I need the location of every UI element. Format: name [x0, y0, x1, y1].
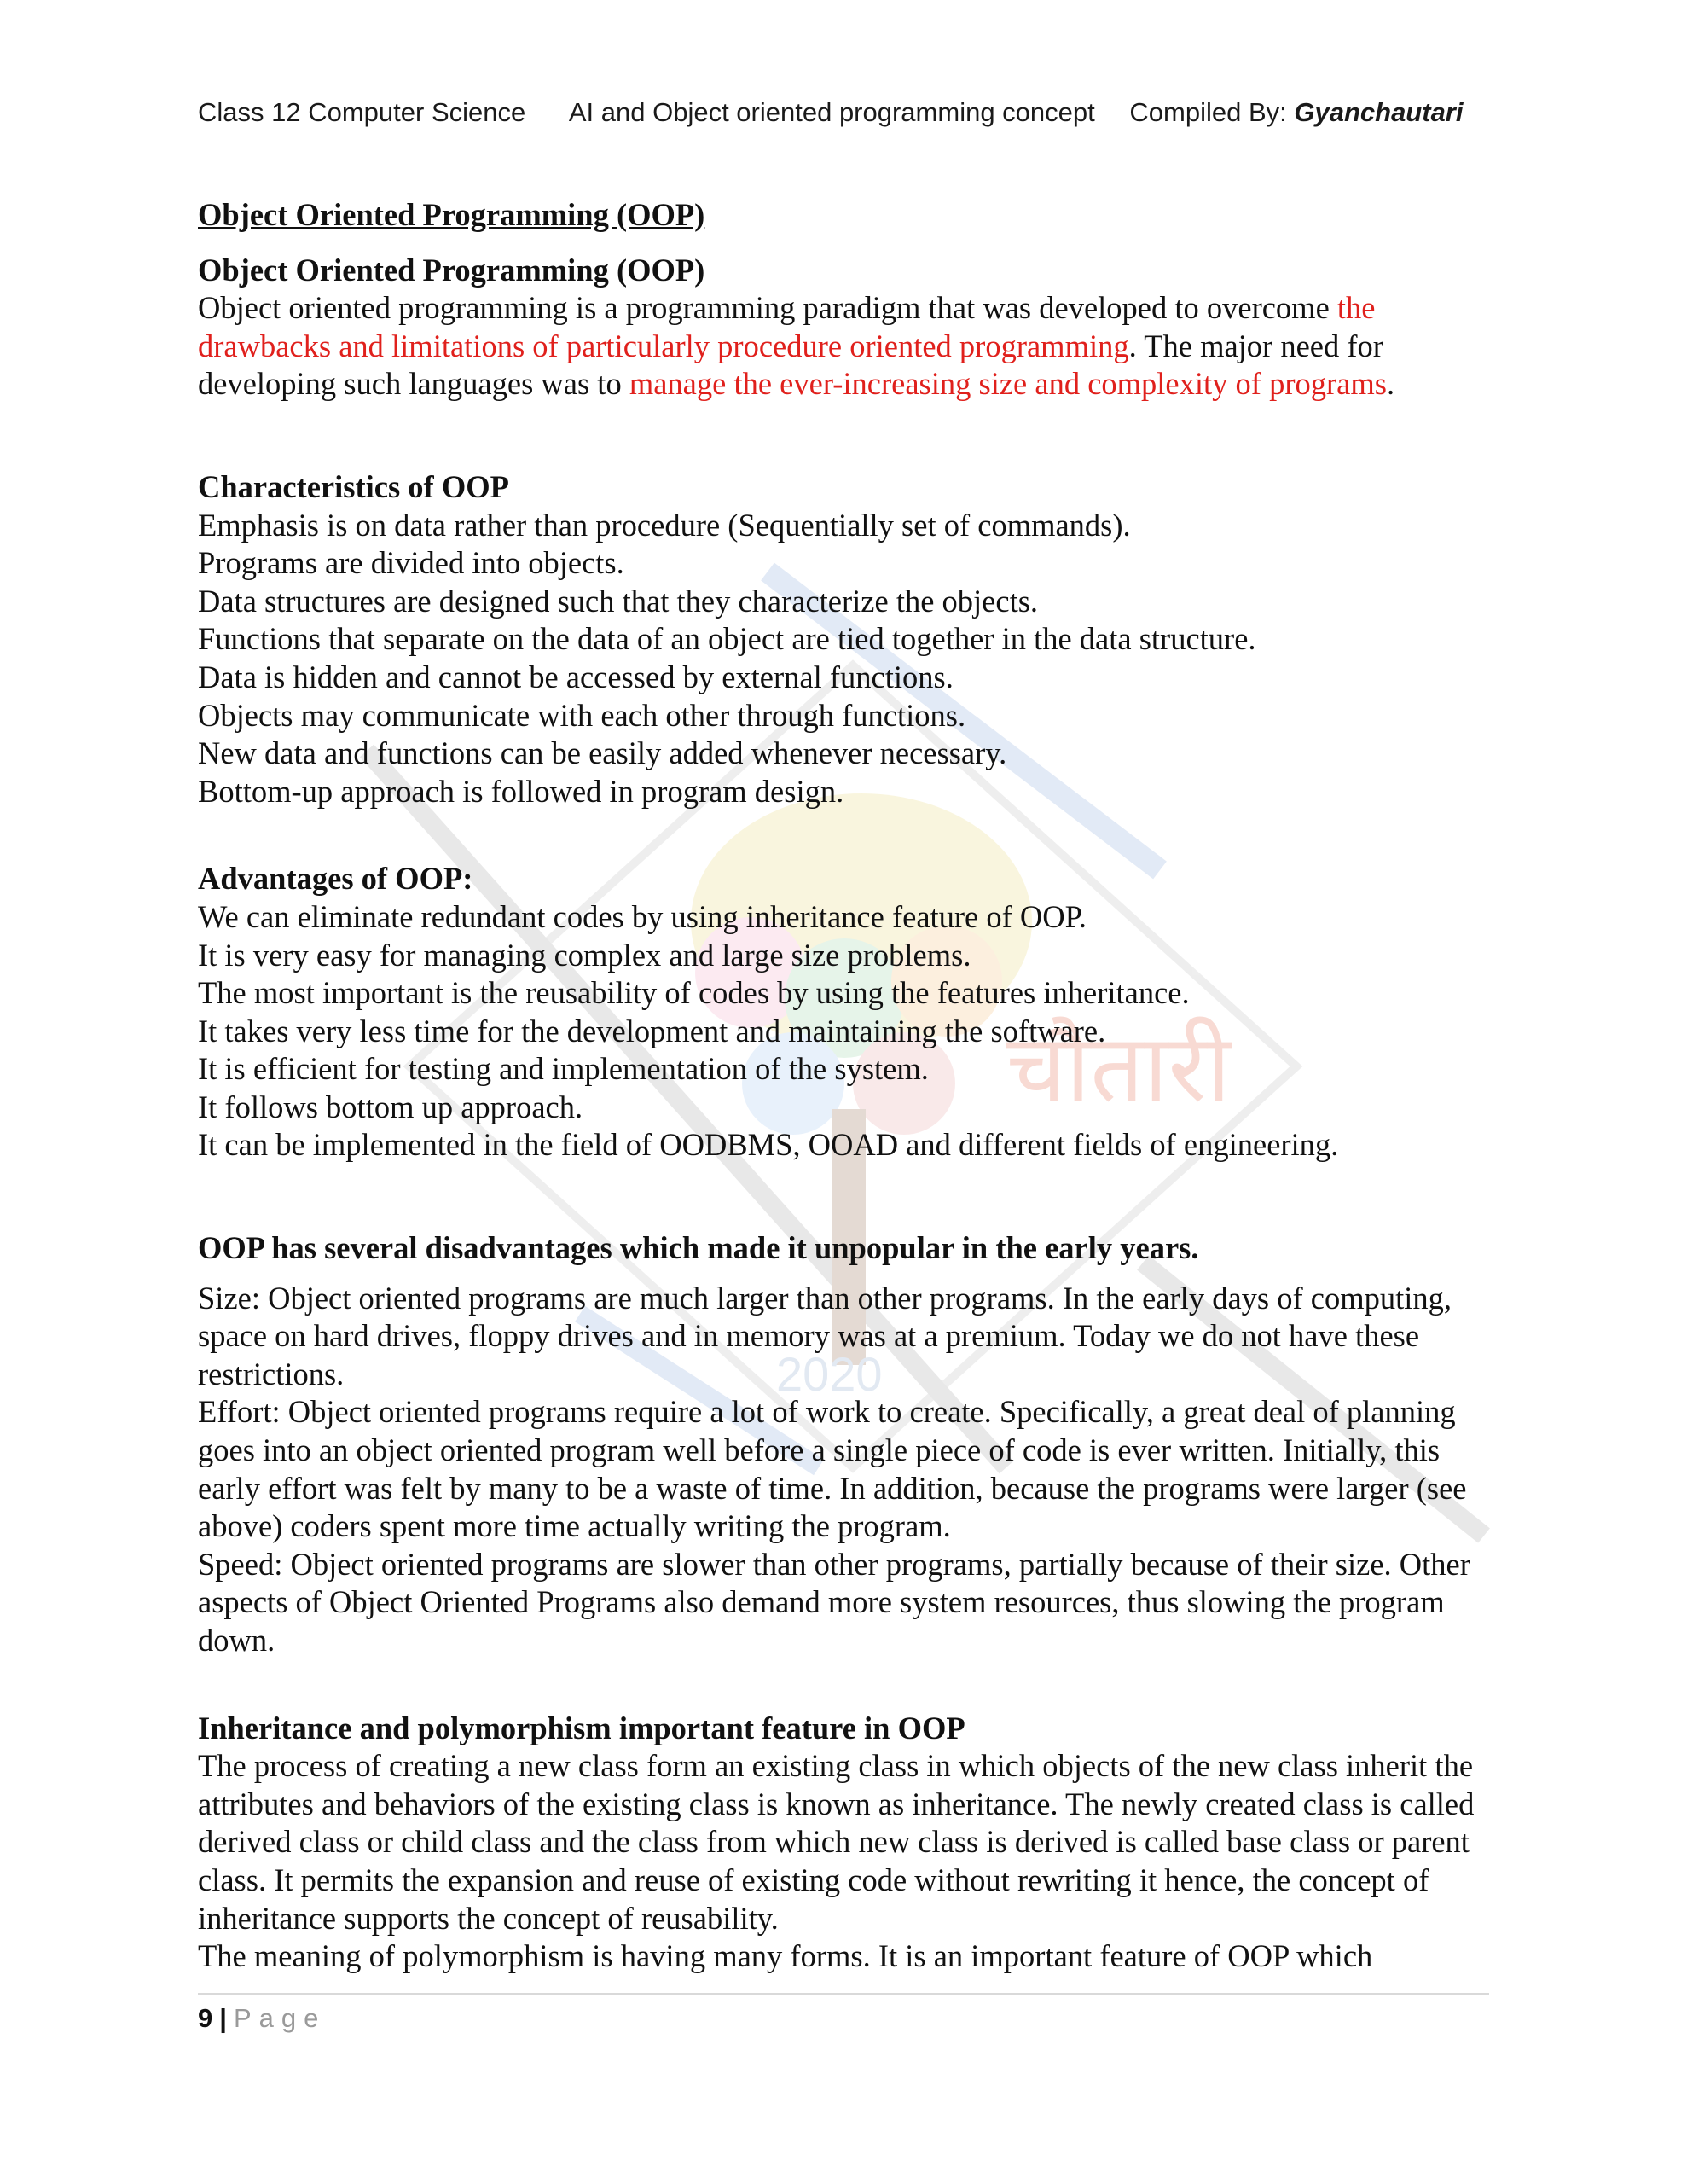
disadvantage-size: Size: Object oriented programs are much larger than other programs. In the early days of computing, space on hard drives, floppy drives and in memory was at a premium. Today we do not have these restrictions. — [198, 1280, 1452, 1391]
list-item: New data and functions can be easily added whenever necessary. — [198, 735, 1007, 771]
intro-heading: Object Oriented Programming (OOP) — [198, 252, 705, 288]
list-item: Data structures are designed such that they characterize the objects. — [198, 583, 1039, 619]
page-footer — [198, 2003, 326, 2034]
characteristics-list — [198, 507, 1494, 811]
page-number: 9 — [198, 2003, 213, 2033]
advantages-heading: Advantages of OOP: — [198, 861, 473, 897]
list-item: Functions that separate on the data of an object are tied together in the data structure. — [198, 621, 1256, 657]
list-item: It is efficient for testing and implementation of the system. — [198, 1051, 929, 1087]
footer-divider — [198, 1993, 1489, 1995]
header-author: Gyanchautari — [1294, 97, 1464, 127]
intro-text-3: . — [1386, 366, 1395, 402]
page-label: Page — [233, 2003, 327, 2033]
intro-paragraph — [198, 289, 1494, 404]
list-item: Bottom-up approach is followed in program design. — [198, 773, 844, 809]
header-compiled-label: Compiled By: — [1129, 97, 1295, 127]
disadvantage-speed: Speed: Object oriented programs are slower than other programs, partially because of their size. Other aspects of Object Oriented Programs also demand more system resources, thus slowing the program down. — [198, 1546, 1470, 1658]
list-item: The most important is the reusability of codes by using the features inheritance. — [198, 975, 1190, 1011]
list-item: Programs are divided into objects. — [198, 545, 624, 581]
inheritance-heading: Inheritance and polymorphism important feature in OOP — [198, 1710, 965, 1745]
list-item: It can be implemented in the field of OODBMS, OOAD and different fields of engineering. — [198, 1127, 1339, 1163]
polymorphism-paragraph: The meaning of polymorphism is having many forms. It is an important feature of OOP which — [198, 1938, 1373, 1974]
header-compiled-by — [1129, 97, 1463, 128]
page-title: Object Oriented Programming (OOP) — [198, 197, 705, 232]
document-body — [198, 196, 1494, 1976]
list-item: Data is hidden and cannot be accessed by external functions. — [198, 659, 954, 694]
footer-separator: | — [219, 2003, 227, 2033]
watermark-year: 2020 — [776, 1347, 883, 1401]
list-item: It follows bottom up approach. — [198, 1089, 583, 1124]
header-course: Class 12 Computer Science — [198, 97, 526, 127]
list-item: It takes very less time for the development and maintaining the software. — [198, 1013, 1106, 1048]
intro-highlight-1: the drawbacks and limitations of particularly procedure oriented programming — [198, 290, 1376, 363]
list-item: It is very easy for managing complex and large size problems. — [198, 937, 971, 973]
intro-text-2: . The major need for developing such languages was to — [198, 328, 1383, 402]
characteristics-heading: Characteristics of OOP — [198, 468, 509, 504]
advantages-list — [198, 898, 1494, 1165]
watermark-brand-text: चौतारी — [1006, 1014, 1232, 1123]
intro-text-1: Object oriented programming is a programming paradigm that was developed to overcome — [198, 290, 1337, 326]
list-item: We can eliminate redundant codes by using inheritance feature of OOP. — [198, 898, 1087, 934]
header-chapter: AI and Object oriented programming concept — [568, 97, 1095, 127]
page-header — [198, 97, 1463, 128]
list-item: Objects may communicate with each other through functions. — [198, 697, 966, 733]
disadvantages-body — [198, 1280, 1494, 1660]
inheritance-paragraph: The process of creating a new class form an existing class in which objects of the new class inherit the attributes and behaviors of the existing class is known as inheritance. The newly created class is called derived class or child class and the class from which new class is derived is called base class or parent class. It permits the expansion and reuse of existing code without rewriting it hence, the concept of inheritance supports the concept of reusability. — [198, 1748, 1475, 1936]
intro-highlight-2: manage the ever-increasing size and complexity of programs — [629, 366, 1387, 402]
list-item: Emphasis is on data rather than procedure (Sequentially set of commands). — [198, 507, 1131, 543]
disadvantage-effort: Effort: Object oriented programs require a lot of work to create. Specifically, a great deal of planning goes into an object oriented program well before a single piece of code is ever written. Initially, this early effort was felt by many to be a waste of time. In addition, because the programs were larger (see above) coders spent more time actually writing the program. — [198, 1394, 1467, 1544]
disadvantages-heading: OOP has several disadvantages which made it unpopular in the early years. — [198, 1230, 1199, 1266]
